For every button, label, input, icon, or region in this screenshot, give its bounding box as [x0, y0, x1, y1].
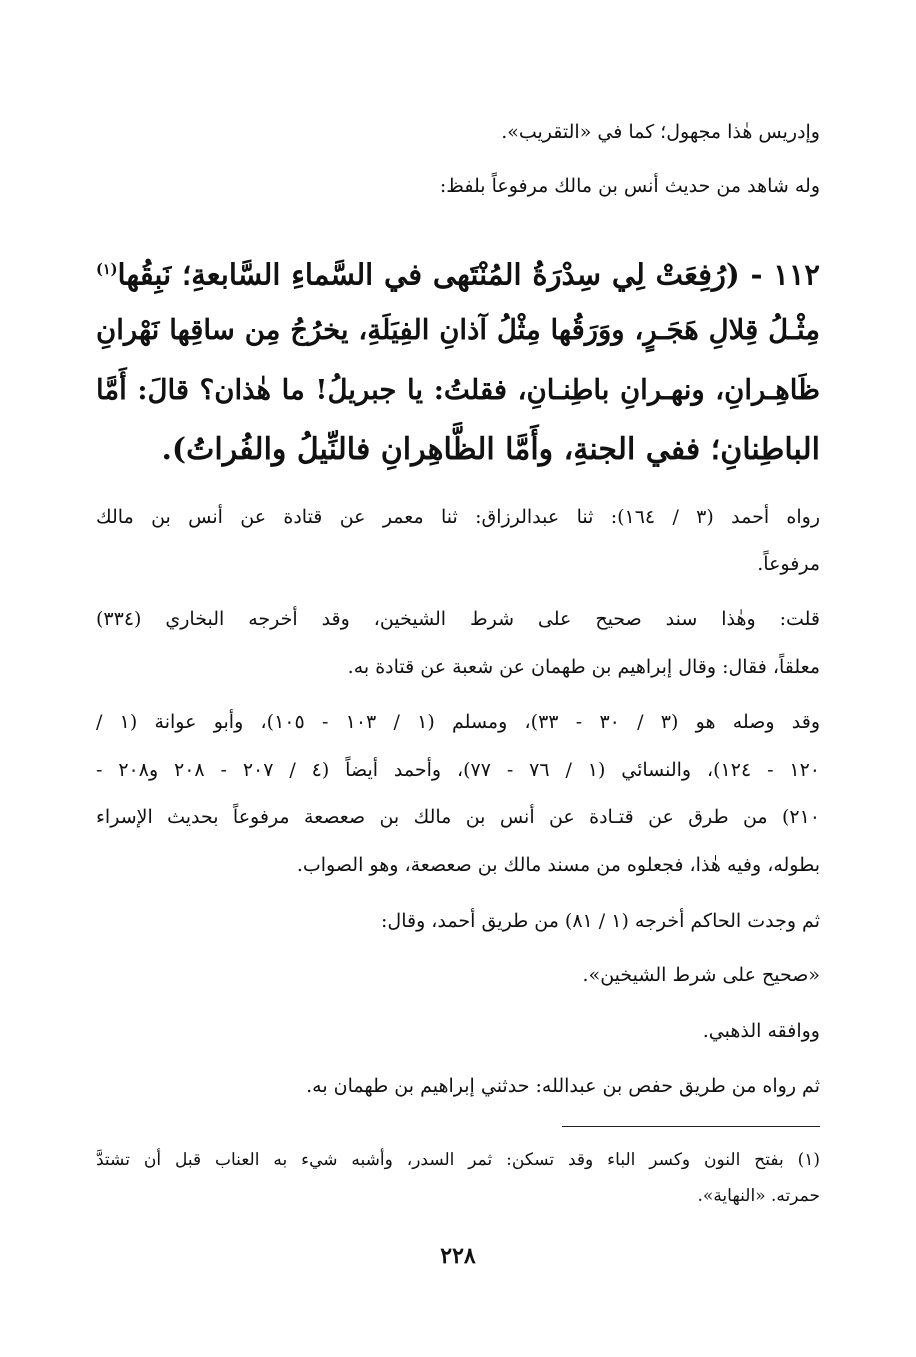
hadith-line [96, 242, 820, 298]
text-line: ووافقه الذهبي. [702, 1020, 820, 1042]
text-line: ١٢٠ - ١٢٤)، والنسائي (١ / ٧٦ - ٧٧)، وأحمد أيضاً (٤ / ٢٠٧ - ٢٠٨ و٢٠٨ - [96, 759, 820, 781]
footnote-line: (١) بفتح النون وكسر الباء وقد تسكن: ثمر السدر، وأشبه شيء به العناب قبل أن تشتدَّ [96, 1150, 820, 1170]
text-line: وله شاهد من حديث أنس بن مالك مرفوعاً بلفظ: [439, 175, 820, 197]
text-line: وقد وصله هو (٣ / ٣٠ - ٣٣)، ومسلم (١ / ١٠٣ - ١٠٥)، وأبو عوانة (١ / [96, 711, 820, 733]
text-line: قلت: وهٰذا سند صحيح على شرط الشيخين، وقد أخرجه البخاري (٣٣٤) [96, 608, 820, 630]
hadith-line: الباطِنانِ؛ ففي الجنةِ، وأَمَّا الظَّاهِرانِ فالنِّيلُ والفُراتُ). [161, 432, 820, 467]
footnote-line: حمرته. «النهاية». [697, 1186, 820, 1206]
hadith-line: مِثْـلُ قِلالِ هَجَـرٍ، ووَرَقُها مِثْلُ آذانِ الفِيَلَةِ، يخرُجُ مِن ساقِها نَهْرانِ [96, 314, 820, 346]
text-line: ثم رواه من طريق حفص بن عبدالله: حدثني إبراهيم بن طهمان به. [306, 1075, 820, 1097]
text-line: رواه أحمد (٣ / ١٦٤): ثنا عبدالرزاق: ثنا معمر عن قتادة عن أنس بن مالك [96, 506, 820, 528]
footnote-divider [562, 1126, 820, 1127]
hadith-text: ١١٢ - (رُفِعَتْ لِي سِدْرَةُ المُنْتَهى في السَّماءِ السَّابعةِ؛ نَبِقُها [117, 257, 820, 292]
text-line: ٢١٠) من طرق عن قتـادة عن أنس بن مالك بن صعصعة مرفوعاً بحديث الإسراء [96, 806, 820, 828]
text-line: ثم وجدت الحاكم أخرجه (١ / ٨١) من طريق أحمد، وقال: [381, 910, 820, 932]
text-line: معلقاً، فقال: وقال إبراهيم بن طهمان عن شعبة عن قتادة به. [347, 656, 820, 678]
text-line: «صحيح على شرط الشيخين». [582, 964, 820, 986]
text-line: مرفوعاً. [757, 553, 820, 575]
hadith-line: ظَاهِـرانِ، ونهـرانِ باطِنـانِ، فقلتُ: يا جبريلُ! ما هٰذان؟ قالَ: أَمَّا [96, 374, 820, 406]
text-line: وإدريس هٰذا مجهول؛ كما في «التقريب». [501, 121, 820, 143]
text-line: بطوله، وفيه هٰذا، فجعلوه من مسند مالك بن صعصعة، وهو الصواب. [296, 854, 820, 876]
page-number: ٢٢٨ [440, 1243, 476, 1269]
footnote-marker: (١) [96, 261, 118, 278]
